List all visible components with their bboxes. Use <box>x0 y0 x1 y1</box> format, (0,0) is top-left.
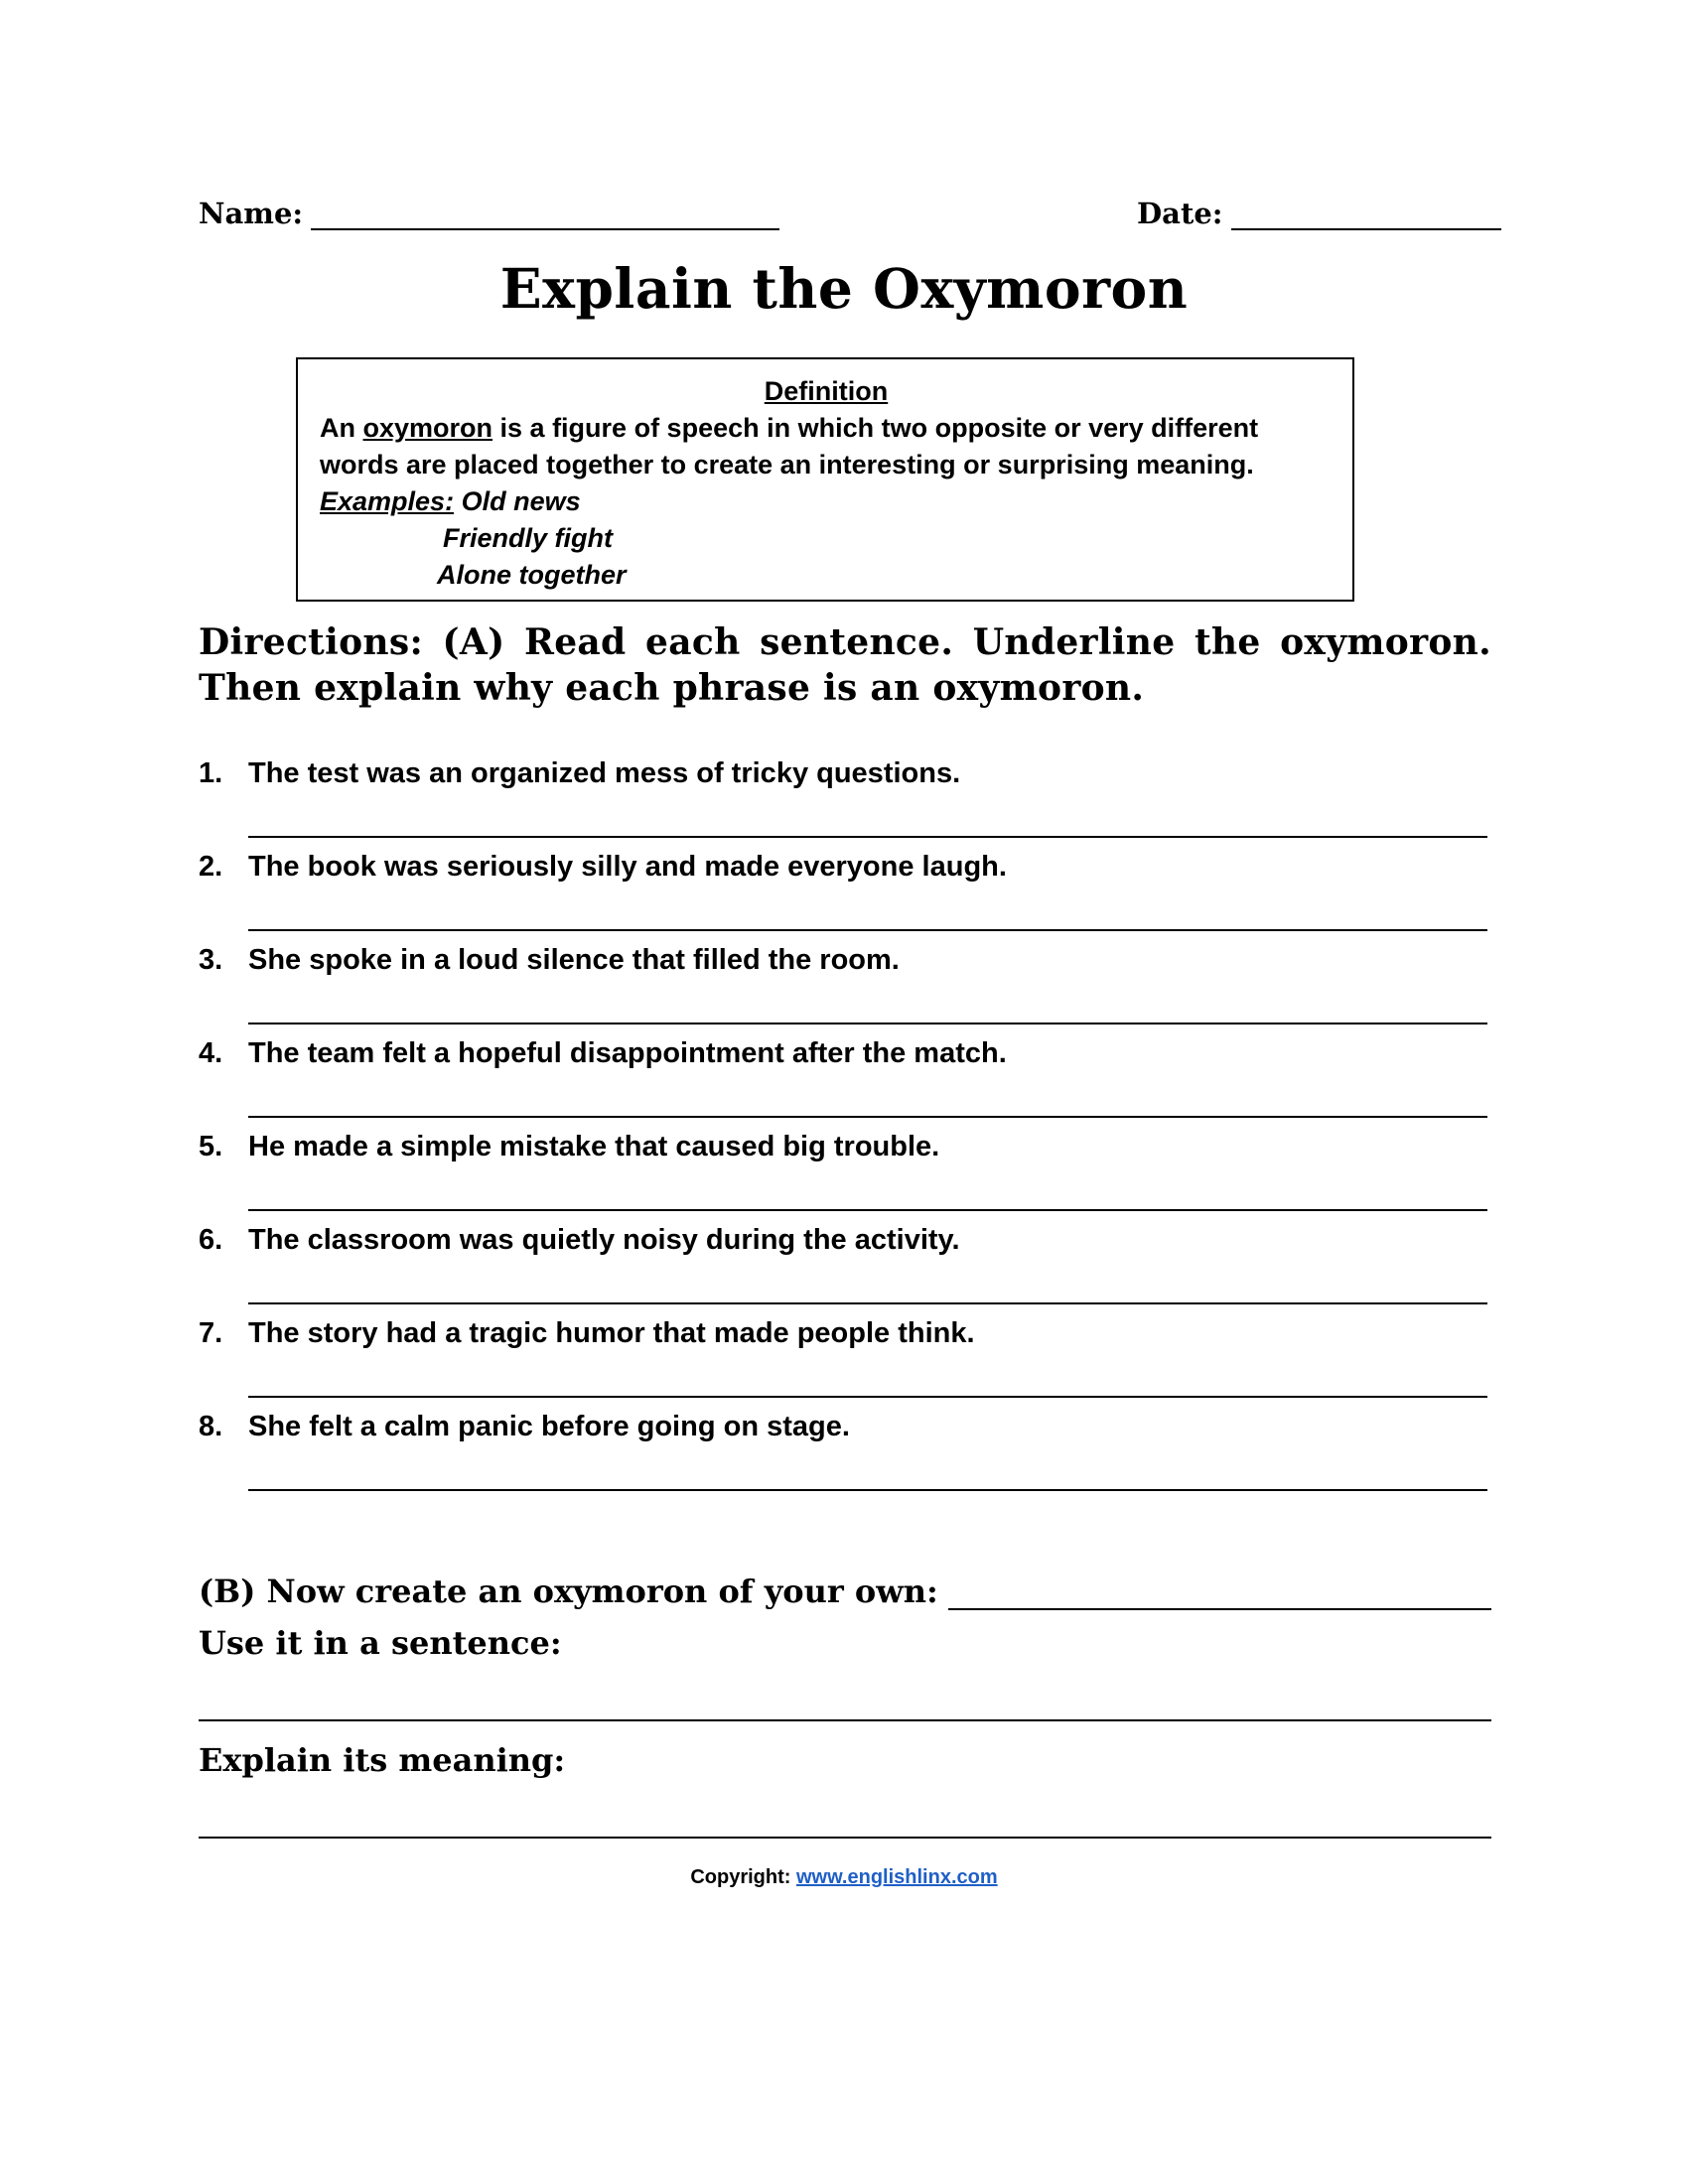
question-item <box>199 754 1489 848</box>
question-text: The story had a tragic humor that made people think. <box>248 1317 975 1349</box>
answer-line[interactable] <box>248 1396 1487 1398</box>
copyright-footer <box>0 1866 1688 1889</box>
answer-line[interactable] <box>248 836 1487 838</box>
example-item: Old news <box>461 486 581 516</box>
answer-line[interactable] <box>248 1209 1487 1211</box>
definition-prefix: An <box>320 413 363 443</box>
header-row <box>199 197 1489 236</box>
create-oxymoron-row <box>199 1567 1491 1610</box>
definition-box <box>296 357 1354 602</box>
definition-heading: Definition <box>764 376 889 406</box>
name-label: Name: <box>199 197 304 230</box>
own-oxymoron-blank[interactable] <box>948 1574 1491 1610</box>
date-field[interactable] <box>1137 197 1501 230</box>
date-blank-line[interactable] <box>1231 199 1501 230</box>
question-text: The team felt a hopeful disappointment after the match. <box>248 1037 1007 1069</box>
question-number: 2. <box>199 851 223 883</box>
example-item: Friendly fight <box>443 523 613 553</box>
question-number: 8. <box>199 1411 223 1442</box>
copyright-link[interactable]: www.englishlinx.com <box>796 1866 998 1888</box>
sentence-label: Use it in a sentence: <box>199 1624 562 1662</box>
answer-line[interactable] <box>248 1116 1487 1118</box>
definition-text <box>320 410 1333 483</box>
definition-suffix: is a figure of speech in which two opposite or very different words are placed together to create an interesting or surprising meaning. <box>320 413 1259 479</box>
question-item <box>199 941 1489 1034</box>
question-number: 5. <box>199 1131 223 1162</box>
directions: Directions: (A) Read each sentence. Underline the oxymoron. Then explain why each phrase is an oxymoron. <box>199 621 1491 709</box>
examples-row <box>320 483 1333 520</box>
question-number: 3. <box>199 944 223 976</box>
part-b <box>199 1567 1491 1610</box>
question-item <box>199 1408 1489 1501</box>
question-text: The book was seriously silly and made everyone laugh. <box>248 851 1007 883</box>
question-item <box>199 1314 1489 1408</box>
question-number: 7. <box>199 1317 223 1349</box>
question-text: The classroom was quietly noisy during the activity. <box>248 1224 960 1256</box>
question-item <box>199 1034 1489 1128</box>
copyright-label: Copyright: <box>690 1866 791 1888</box>
question-item <box>199 1128 1489 1221</box>
question-item <box>199 848 1489 941</box>
meaning-label: Explain its meaning: <box>199 1741 566 1779</box>
sentence-answer-line[interactable] <box>199 1719 1491 1721</box>
create-oxymoron-label: (B) Now create an oxymoron of your own: <box>199 1572 938 1610</box>
question-list <box>199 754 1489 1501</box>
question-text: The test was an organized mess of tricky questions. <box>248 757 961 789</box>
answer-line[interactable] <box>248 1023 1487 1024</box>
example-item: Alone together <box>437 560 627 590</box>
question-number: 1. <box>199 757 223 789</box>
answer-line[interactable] <box>248 929 1487 931</box>
name-blank-line[interactable] <box>311 199 779 230</box>
question-text: She spoke in a loud silence that filled the room. <box>248 944 900 976</box>
question-text: She felt a calm panic before going on stage. <box>248 1411 850 1442</box>
answer-line[interactable] <box>248 1302 1487 1304</box>
definition-term: oxymoron <box>362 413 493 443</box>
date-label: Date: <box>1137 197 1223 230</box>
question-item <box>199 1221 1489 1314</box>
meaning-answer-line[interactable] <box>199 1837 1491 1839</box>
worksheet-title: Explain the Oxymoron <box>499 256 1189 321</box>
name-field[interactable] <box>199 197 779 230</box>
answer-line[interactable] <box>248 1489 1487 1491</box>
question-number: 4. <box>199 1037 223 1069</box>
examples-label: Examples: <box>320 486 455 516</box>
question-number: 6. <box>199 1224 223 1256</box>
question-text: He made a simple mistake that caused big trouble. <box>248 1131 940 1162</box>
